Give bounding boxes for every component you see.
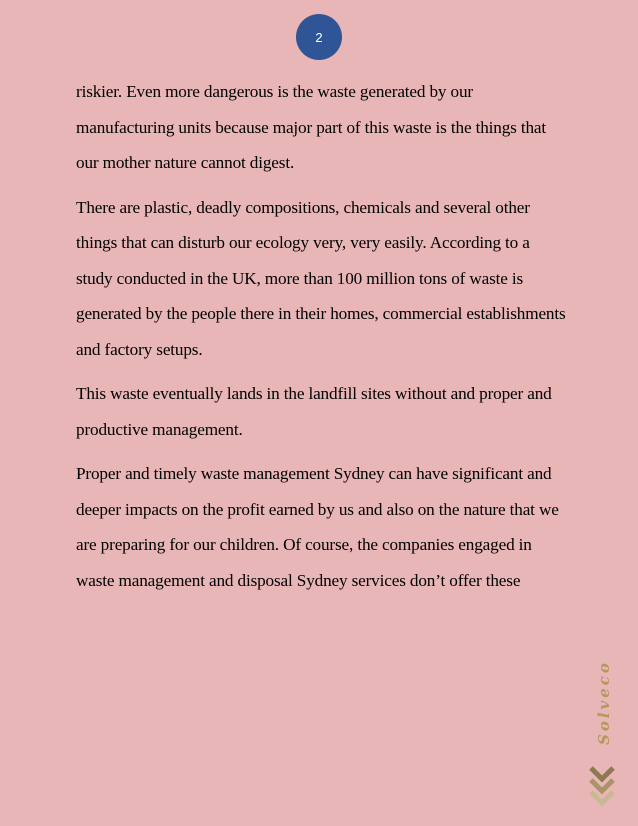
paragraph: This waste eventually lands in the landfill sites without and proper and productive management. [76,384,552,439]
paragraph: riskier. Even more dangerous is the waste generated by our manufacturing units because major part of this waste is the things that our mother nature cannot digest. [76,82,547,172]
paragraph: There are plastic, deadly compositions, chemicals and several other things that can disturb our ecology very, very easily. According to a study conducted in the UK, more than 100 million tons of waste is generated by the people there in their homes, commercial establishments and factory setups. [76,197,566,359]
body-text [76,74,566,607]
brand-logo-text: Solveco [595,660,613,745]
double-chevron-down-icon [588,764,616,814]
paragraph: Proper and timely waste management Sydney can have significant and deeper impacts on the profit earned by us and also on the nature that we are preparing for our children. Of course, the companies engaged in waste management and disposal Sydney services don’t offer these [76,464,559,590]
page-number: 2 [315,29,323,45]
page-number-badge [296,14,342,60]
